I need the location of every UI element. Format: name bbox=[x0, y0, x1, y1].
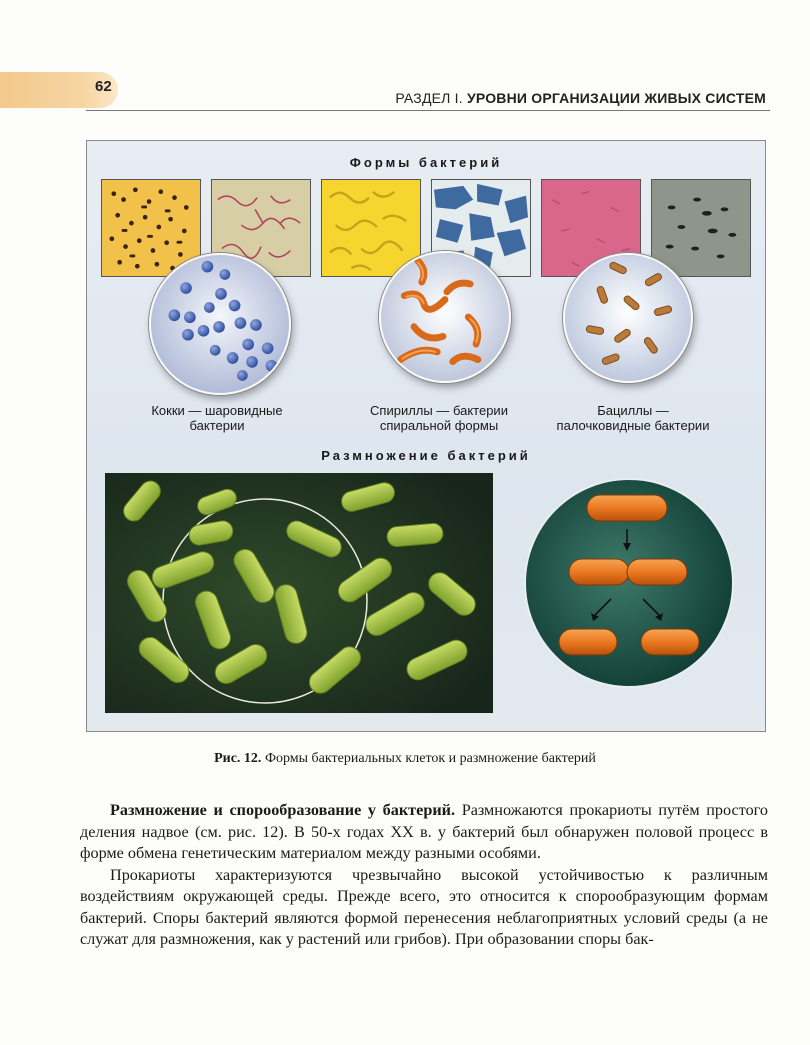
cocci-illustration bbox=[149, 253, 291, 395]
caption-bacilli-line1: Бациллы — bbox=[597, 403, 669, 418]
body-text bbox=[80, 800, 768, 951]
reproduction-title: Размножение бактерий bbox=[321, 448, 531, 463]
forms-title: Формы бактерий bbox=[349, 155, 503, 170]
caption-spirilla bbox=[339, 403, 539, 433]
caption-spirilla-line2: спиральной формы bbox=[379, 418, 499, 433]
caption-cocci bbox=[117, 403, 317, 433]
paragraph-1-text: Размножаются прокариоты путём простого деления надвое (см. рис. 12). В 50-х годах XX в. у бактерий был обнаружен половой процесс в форме обмена генетическим материалом между разными особями. bbox=[80, 801, 768, 862]
section-prefix: РАЗДЕЛ I. bbox=[395, 90, 463, 106]
figure-caption-label: Рис. 12. bbox=[214, 751, 262, 766]
paragraph-2: Прокариоты характеризуются чрезвычайно высокой устойчивостью к различным воздействиям окружающей среды. Прежде всего, это относится к спорообразующим формам бактерий. Споры бактерий являются формой перенесения неблагоприятных условий среды (а не служат для размножения, как у растений или грибов). При образовании споры бак- bbox=[80, 865, 768, 948]
caption-bacilli bbox=[533, 403, 733, 433]
caption-cocci-line1: Кокки — шаровидные bbox=[151, 403, 283, 418]
caption-spirilla-line1: Спириллы — бактерии bbox=[370, 403, 508, 418]
section-title: УРОВНИ ОРГАНИЗАЦИИ ЖИВЫХ СИСТЕМ bbox=[466, 90, 766, 106]
spirilla-illustration bbox=[379, 251, 511, 383]
figure-caption-text: Формы бактериальных клеток и размножение бактерий bbox=[261, 751, 596, 766]
figure-12 bbox=[86, 140, 766, 732]
page-number: 62 bbox=[95, 78, 112, 95]
figure-caption bbox=[0, 751, 810, 767]
micrograph-spores-dark bbox=[651, 179, 751, 277]
micrograph-bacilli-green bbox=[105, 473, 493, 713]
paragraph-1-lead: Размножение и спорообразование у бактерий. bbox=[110, 801, 456, 819]
binary-fission-diagram bbox=[523, 477, 735, 689]
bacilli-illustration bbox=[563, 253, 693, 383]
caption-bacilli-line2: палочковидные бактерии bbox=[556, 418, 710, 433]
caption-cocci-line2: бактерии bbox=[189, 418, 245, 433]
header-rule bbox=[86, 110, 770, 111]
paragraph-1 bbox=[80, 800, 768, 865]
running-head bbox=[395, 90, 766, 106]
